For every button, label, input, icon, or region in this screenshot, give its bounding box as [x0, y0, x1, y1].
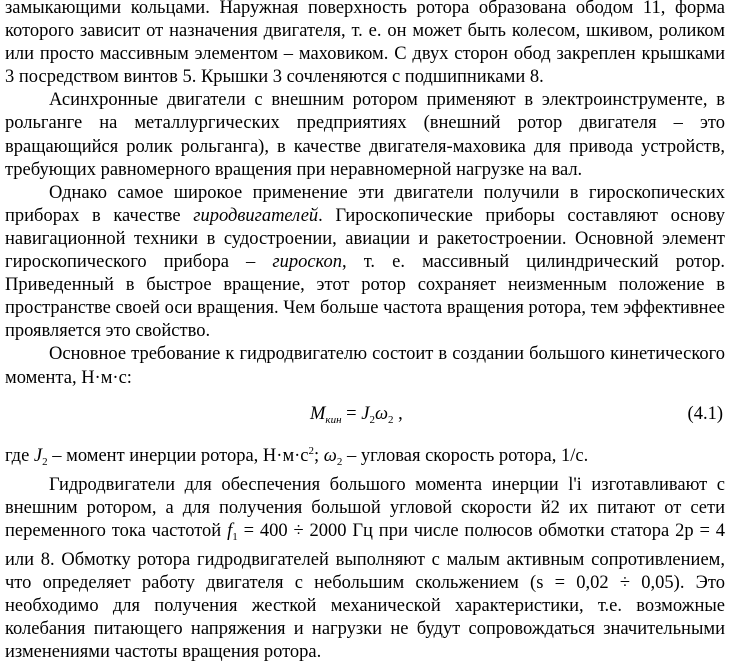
paragraph-hydromotors: Гидродвигатели для обеспечения большого момента инерции l'i изготавливают с внешним ротором, а для получения большой угловой скорости й2 их питают от сети переменного тока частотой $f_1 = 400 \div 2000$ Гц при числе полюсов обмотки статора 2р = 4 или 8. Обмотку ротора гидродвигателей выполняют с малым активным сопротивлением, что определяет работу двигателя с небольшим скольжением (s = 0,02 ÷ 0,05). Это необходимо для получения жесткой механической характеристики, т.е. возможные колебания питающего напряжения и нагрузки не будут сопровождаться значительными изменениями частоты вращения ротора. [5, 474, 726, 663]
paragraph-rotor-description: замыкающими кольцами. Наружная поверхность ротора образована ободом 11, форма которого зависит от назначения двигателя, т. е. он может быть колесом, шкивом, роликом или просто массивным элементом – маховиком. С двух сторон обод закреплен крышками 3 посредством винтов 5. Крышки 3 сочленяются с подшипниками 8. [5, 0, 725, 88]
document-page [5, 0, 725, 664]
paragraph-gyroscopes: Однако самое широкое применение эти двигатели получили в гироскопических приборах в качестве гиродвигателей. Гироскопические приборы составляют основу навигационной техники в судостроении, авиации и ракетостроении. Основной элемент гироскопического прибора – гироскоп, т. е. массивный цилиндрический ротор. Приведенный в быстрое вращение, этот ротор сохраняет неизменным положение в пространстве своей оси вращения. Чем больше частота вращения ротора, тем эффективнее проявляется это свойство. [5, 182, 725, 342]
paragraph-requirement: Основное требование к гидродвигателю состоит в создании большого кинетического момента, Н·м·с: [5, 344, 725, 388]
paragraph-applications: Асинхронные двигатели с внешним ротором применяют в электроинструменте, в рольганге на металлургических предприятиях (внешний ротор двигателя – это вращающийся ролик рольганга), в качестве двигателя-маховика для привода устройств, требующих равномерного вращения при неравномерной нагрузке на вал. [5, 90, 725, 180]
formula-expression: $M_{кин} = J_2\omega_2$ , [310, 403, 403, 426]
paragraph-where: где $J_2$ – момент инерции ротора, $Н\cdot м\cdot с^2$; $\omega_2$ – угловая скорость ротора, 1/с. [5, 444, 589, 468]
term-gyromotors: гиродвигателей [193, 205, 319, 226]
formula-4-1 [5, 390, 725, 440]
term-gyroscope: гироскоп [272, 252, 342, 273]
formula-number: (4.1) [687, 403, 723, 424]
